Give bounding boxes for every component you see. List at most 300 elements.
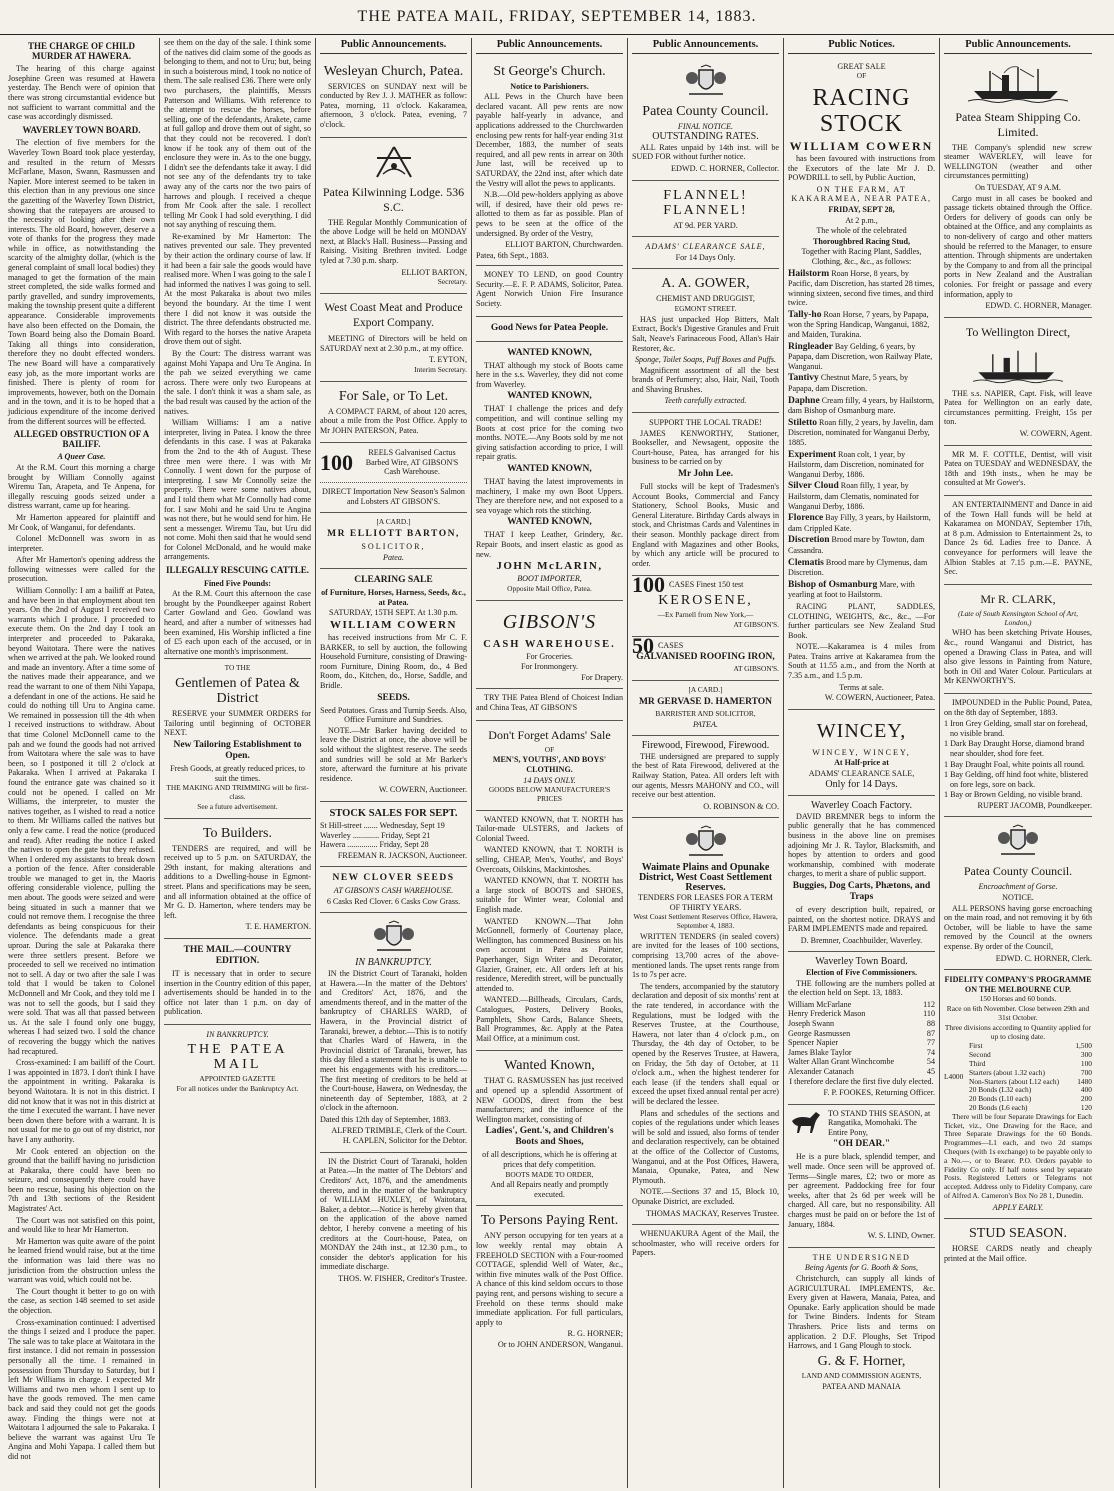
article-text: The hearing of this charge against Josephine Green was resumed at Hawera yesterday. The Bench were of opinion that there was strong circumstantial evidence but not sufficient to warrant committal and the case was accordingly dismissed. — [8, 64, 155, 122]
ad-text: THE following are the numbers polled at the election held on Sept. 13, 1883. — [788, 978, 935, 998]
horse-description: Chestnut Mare, 5 years, by Papapa, dam Discretion. — [788, 373, 909, 394]
ad-text: MEETING of Directors will be held on SATURDAY next at 2.30 p.m., at my office. — [320, 333, 467, 353]
ad-gower-chemist — [632, 269, 779, 413]
ad-text: WANTED.—Billheads, Circulars, Cards, Catalogues, Posters, Delivery Books, Pamphlets, Show Cards, Balance Sheets, Ball Programmes, &c. Apply at the Patea Mail Office, at a minimum cost. — [476, 995, 623, 1043]
horse-description: Brood mare by Towton, dam Cassandra. — [788, 535, 925, 555]
ad-text: Race on 6th November. Close between 29th and 31st October. — [946, 1004, 1090, 1022]
ad-number: 100 — [320, 449, 353, 475]
ad-subtitle: Buggies, Dog Carts, Phætons, and Traps — [792, 880, 931, 902]
prize-value: 120 — [1080, 1102, 1092, 1112]
ad-text: NOTE.—Sections 37 and 15, Block 10, Opunake District, are excluded. — [632, 1187, 779, 1206]
list-item: 1 Bay or Brown Gelding, no visible brand. — [944, 790, 1083, 800]
ad-subtitle: Being Agents for G. Booth & Sons, — [804, 1263, 919, 1273]
prize-value: 1,500 — [1075, 1041, 1092, 1051]
horse-name: Clematis — [788, 557, 824, 568]
ad-steam-shipping — [944, 57, 1092, 318]
ad-text: of every description built, repaired, or painted, on the shortest notice. DRAYS and FARM IMPLEMENTS made and repaired. — [788, 904, 935, 934]
ad-text: OF — [856, 71, 867, 81]
horse-description: Mare, with yearling at foot to Hailstorm. — [788, 579, 915, 600]
prize-name: 20 Bonds (L10 each) — [969, 1094, 1032, 1104]
list-item — [788, 373, 935, 393]
ad-text: EGMONT STREET. — [674, 303, 737, 313]
ad-signature: ELLIOT BARTON, Churchwarden. — [505, 240, 623, 250]
ad-text: has been favoured with instructions from the Executors of the late Mr J. D. POWDRILL to sell, by Public Auction, — [788, 153, 935, 183]
ad-signature: D. Bremner, Coachbuilder, Waverley. — [800, 935, 923, 945]
ad-text: THE Regular Monthly Communication of the above Lodge will be held on MONDAY next, at Black's Hall. Business—Passing and Raising. Visiting Brethren invited. Lodge tyled at 7.30 p.m. sharp. — [320, 217, 467, 265]
ad-text: AT GIBSON'S. — [733, 619, 779, 629]
ad-title: WANTED KNOWN, — [507, 391, 592, 402]
ad-hamerton-card — [632, 681, 779, 736]
list-item: 1 Bay Gelding, off hind foot white, blistered on fore legs, sore on back. — [944, 770, 1088, 789]
prize-value: 700 — [1080, 1067, 1092, 1077]
ad-title: Gentlemen of Patea & District — [175, 676, 300, 707]
ad-text: WRITTEN TENDERS (in sealed covers) are invited for the leases of 100 sections, comprising 13,700 acres of the above-mentioned lands. The upset rents range from 1s to 7s per acre. — [632, 931, 779, 980]
ad-text: 6 Casks Red Clover. 6 Casks Cow Grass. — [326, 896, 461, 906]
ad-text: of all descriptions, which he is offering at prices that defy competition. — [482, 1150, 617, 1169]
table-row — [788, 1019, 935, 1029]
ad-text: WANTED KNOWN, that T. NORTH has Tailor-made ULSTERS, and Jackets of Colonial Tweed. — [476, 814, 623, 843]
prize-value: 300 — [1080, 1050, 1092, 1060]
ad-st-georges — [476, 57, 623, 267]
ad-text: ANY person occupying for ten years at a low weekly rental may obtain A FREEHOLD SECTION with a Four-roomed COTTAGE, splendid Well of Water, &c., within five minutes walk of the Post Office. A chance of this kind seldom occurs to those paying rent, and persons wishing to secure a Freehold on these terms should make immediate application. For full particulars, apply to — [476, 1231, 623, 1327]
horse-description: Bay Filly, 3 years, by Hailstorm, dam Crippled Kate. — [788, 513, 931, 533]
list-item — [788, 396, 935, 416]
ad-signature: Interim Secretary. — [414, 364, 467, 374]
ad-local-trade — [632, 413, 779, 576]
ad-text: WANTED KNOWN.—That John McGonnell, formerly of Courtenay place, Wellington, has commenced Business on his own account in Patea as Painter, Paperhanger, Sign Writer and Decorator, Glazier, Grainer, etc. All orders left at his residence, Meredith street, will be punctually attended to. — [476, 916, 623, 993]
prize-total: L4000 — [944, 1072, 964, 1082]
ad-mclarin-boots — [476, 342, 623, 601]
ad-title: "OH DEAR." — [833, 1139, 890, 1150]
column-header: Public Announcements. — [320, 38, 467, 54]
impound-list — [944, 719, 1092, 800]
ad-text: For Groceries. — [526, 651, 573, 661]
ad-title: FIDELITY COMPANY'S PROGRAMME ON THE MELBOURNE CUP. — [944, 975, 1092, 994]
steamship-icon — [944, 61, 1092, 107]
ad-subtitle: For 14 Days Only. — [675, 252, 736, 262]
ad-text: OF — [544, 744, 555, 754]
ad-title: NEW CLOVER SEEDS — [332, 873, 455, 884]
ad-text: TENDERS are required, and will be received up to 5 p.m. on SATURDAY, the 29th instant, for making alterations and additions to a Dwelling-house in Egmont-street. Plans and specifications may be seen, and all information obtained at the office of Mr G. D. Hamerton, where tenders may be left. — [164, 843, 311, 920]
ad-subtitle: FINAL NOTICE. — [677, 121, 734, 131]
ad-title: THE UNDERSIGNED — [812, 1252, 911, 1262]
ad-signature: W. COWERN, Auctioneer, Patea. — [824, 693, 935, 703]
horse-name: Tantivy — [788, 373, 819, 384]
ad-subtitle: Mr John Lee. — [678, 469, 733, 480]
steamship-icon — [944, 343, 1092, 389]
list-item — [788, 342, 935, 372]
article-text: Re-examined by Mr Hamerton: The natives prevented our sale. They prevented by their action the ordinary course of law. If it had been a fair sale the goods would have realised more. When I was going to the sale I had informed the natives I was going to sell. At the most Pakaraka is about two miles beyond the boundary. At the time I went there I did not know it was outside the district. The three defendants obstructed me. With regard to the horses the native Arapeta drove them out of sight. — [164, 231, 311, 347]
ad-text: MONEY TO LEND, on good Country Security.—E. F. P. ADAMS, Solicitor, Patea. Agent Norwich Union Fire Insurance Society. — [476, 270, 623, 309]
table-row — [788, 1067, 935, 1077]
list-item — [788, 418, 935, 448]
ad-text: JAMES KENWORTHY, Stationer, Bookseller, and Newsagent, opposite the Court-house, Patea, has arranged for his business to be carried on by — [632, 428, 779, 467]
ad-title: THE MAIL.—COUNTRY EDITION. — [183, 944, 292, 966]
column-header: Public Notices. — [788, 38, 935, 54]
ad-stud-pony — [788, 1105, 935, 1248]
table-row — [788, 1029, 935, 1039]
ad-subtitle: SEEDS. — [377, 692, 410, 703]
table-row — [788, 1048, 935, 1058]
ad-country-edition — [164, 939, 311, 1025]
ad-title: JOHN McLARIN, — [496, 560, 603, 573]
prize-value: 100 — [1080, 1058, 1092, 1068]
ad-title: STOCK SALES FOR SEPT. — [329, 807, 458, 819]
column-2 — [160, 38, 316, 1488]
list-item — [788, 269, 935, 308]
ad-title: Wesleyan Church, Patea. — [323, 63, 464, 79]
ad-title: St George's Church. — [493, 63, 606, 79]
ad-title: Patea County Council. — [963, 864, 1073, 879]
candidate-name: Joseph Swann — [788, 1018, 835, 1028]
ad-text: A COMPACT FARM, of about 120 acres, about a mile from the Post Office. Apply to Mr JOHN PATERSON, Patea. — [320, 406, 467, 435]
ad-text: ALL Rates unpaid by 14th inst. will be SUED FOR without further notice. — [632, 142, 779, 162]
ad-subtitle: WINCEY, WINCEY, — [812, 747, 911, 757]
column-1 — [4, 38, 160, 1488]
ad-subtitle: AT GIBSON'S CASH WAREHOUSE. — [333, 886, 454, 896]
ad-subtitle: Notice to Parishioners. — [510, 81, 589, 91]
ad-entertainment — [944, 496, 1092, 585]
article-text: Cross-examined: I am bailiff of the Court. I was appointed in 1873. I don't think I have the appointment in writing. Pakaraka is beyond Waitotara. It is not in this district. I did not know that it was not in this district at the time I executed the warrant. I have never been down there before with a warrant. It is not usual for me to go out of my district, nor have I any authority. — [8, 1058, 155, 1144]
column-header: Public Announcements. — [632, 38, 779, 54]
candidate-name: James Blake Taylor — [788, 1047, 852, 1057]
ad-signature: W. S. LIND, Owner. — [867, 1231, 935, 1241]
column-7 — [940, 38, 1096, 1488]
horse-name: Experiment — [788, 449, 837, 460]
prize-name: 20 Bonds (L6 each) — [969, 1102, 1028, 1112]
ad-text: WHENUAKURA Agent of the Mail, the schoolmaster, who will receive orders for Papers. — [632, 1229, 779, 1258]
ad-barbed-wire — [320, 443, 467, 513]
list-item — [788, 580, 935, 600]
ad-signature: T. EYTON, — [428, 355, 467, 365]
ad-text: ALL Pews in the Church have been declared vacant. All pew rents are now payable half-yearly in advance, and applications addressed to the Churchwarden enclosing pew rents for half-year ending 31st December, 1883, the number of seats required, and all pew rents in arrear on 30th June last, will be received up to SATURDAY, the 22nd inst, after which date the Vestry will allot the pews to applicants. — [476, 92, 623, 188]
ad-text: And all Repairs neatly and promptly executed. — [490, 1180, 609, 1199]
list-item — [788, 481, 935, 511]
ad-text: [A CARD.] — [688, 684, 723, 694]
ad-date: FRIDAY, SEPT 28, — [828, 204, 895, 214]
ad-signature: O. ROBINSON & CO. — [703, 801, 779, 811]
ad-signature: THOMAS MACKAY, Reserves Trustee. — [645, 1208, 779, 1218]
ad-signature: FREEMAN R. JACKSON, Auctioneer. — [337, 850, 467, 860]
ad-coach-factory — [788, 796, 935, 952]
ad-text: See a future advertisement. — [197, 801, 278, 811]
ad-text: THE s.s. NAPIER, Capt. Fisk, will leave Patea for Wellington on an early date, circumstances permitting. Freight, 15s per ton. — [944, 388, 1092, 427]
ad-text: RACING PLANT, SADDLES, CLOTHING, WEIGHTS, &c., &c., —For further particulars see New Zealand Stud Book. — [788, 601, 935, 640]
ad-text: BOOTS MADE TO ORDER, — [505, 1169, 594, 1179]
vote-count: 88 — [926, 1018, 935, 1028]
ad-gorse — [944, 817, 1092, 970]
vote-count: 77 — [926, 1038, 935, 1048]
royal-coat-of-arms-icon — [632, 822, 779, 862]
horse-name: Daphne — [788, 395, 820, 406]
ad-title: Patea Steam Shipping Co. Limited. — [955, 109, 1081, 139]
ad-text: Fresh Goods, at greatly reduced prices, to suit the times. — [170, 763, 305, 783]
ad-title: FLANNEL! FLANNEL! — [663, 187, 748, 218]
ad-text: Opposite Mail Office, Patea. — [507, 583, 592, 593]
horse-description: Roan Horse, 7 years, by Papapa, won the Spring Handicap, Wanganui, 1882, and Maiden, Turakina. — [788, 309, 930, 340]
ad-text: ON THE FARM, AT KAKARAMEA, NEAR PATEA, — [791, 184, 932, 204]
ad-text: TO STAND THIS SEASON, at Rangatika, Momohaki. The Entire Pony, — [828, 1108, 931, 1137]
ad-title: Waverley Coach Factory. — [810, 800, 912, 812]
ad-title: MR ELLIOTT BARTON, — [327, 529, 460, 540]
article-text: Colonel McDonnell was sworn in as interpreter. — [8, 534, 155, 553]
ad-patea-blend — [476, 689, 623, 720]
ad-title: Mr R. CLARK, — [980, 591, 1056, 606]
ad-adams-clothing — [476, 721, 623, 811]
ad-clearing-sale — [320, 569, 467, 802]
ad-title: Don't Forget Adams' Sale — [488, 727, 611, 742]
ad-title: To Builders. — [202, 825, 272, 841]
ad-signature: R. G. HORNER; — [567, 1329, 623, 1339]
ad-title: SUPPORT THE LOCAL TRADE! — [649, 418, 762, 428]
ad-text: IN the District Court of Taranaki, holden at Hawera.—In the matter of the Debtors' and Creditors' Act, 1876, and the amendments thereof, and in the matter of the bankruptcy of CHARLES WARD, of Hawera, in the Provincial district of Taranaki, brewer, a debtor.—This is to notify that Charles Ward of Hawera, in the Provincial district of Taranaki, brewer, has this day filed a statement that he is unable to meet his engagements with his creditors.—The first meeting of creditors to be held at the Court-house, Hawera, on Wednesday, the nineteenth day of September, 1883, at 2 o'clock in the afternoon. — [320, 969, 467, 1113]
horse-name: Silver Cloud — [788, 481, 839, 492]
column-3 — [316, 38, 472, 1488]
table-row — [788, 1000, 935, 1010]
ad-text: N.B.—Old pew-holders applying as above will, if desired, have their old pews re-allotted to them as far as possible. Plan of pews to be seen at the office of the undersigned. By order of the Vestry, — [476, 190, 623, 238]
ad-tailoring — [164, 658, 311, 818]
article-text: At the R.M. Court this morning a charge brought by William Connolly against Wiremu Tan, Arapeta, and Te Anpena, for illegally rescuing goods seized under a distress warrant, came up for hearing. — [8, 462, 155, 511]
royal-coat-of-arms-icon — [944, 821, 1092, 861]
headline-bailiff: ALLEGED OBSTRUCTION OF A BAILIFF. — [13, 429, 150, 449]
ad-text: Terms at sale. — [839, 682, 884, 692]
ad-title: Wanted Known, — [504, 1058, 595, 1074]
ad-date: At 2 p.m., — [845, 215, 878, 225]
ad-text: AT GIBSON'S. — [733, 664, 779, 674]
ad-text: Sponge, Toilet Soaps, Puff Boxes and Puffs. — [634, 355, 777, 365]
ad-title: GIBSON'S — [502, 610, 597, 633]
horse-description: Brood mare by Clymenus, dam Discretion. — [788, 557, 928, 578]
column-header: Public Announcements. — [944, 38, 1092, 54]
ad-wincey — [788, 710, 935, 796]
ad-text: AN ENTERTAINMENT and Dance in aid of the Town Hall funds will be held at Kakaramea on MONDAY, September 17th, at 8 p.m. Admission to Entertainment 2s, to Dance 2s 6d. Ladies free to Dance. A conveyance for performers will leave the Albion Stables at 7.15 p.m.—E. PAYNE, Sec. — [944, 500, 1092, 577]
ad-county-council-rates — [632, 57, 779, 181]
masonic-emblem-icon — [320, 142, 467, 182]
article-text: Mr Cook entered an objection on the ground that the bailiff having no jurisdiction at Pakaraka, there could have been no seizure, and consequently there could have been no rescue, basing his objection on the 7th and 13th sections of the Resident Magistrates' Act. — [8, 1146, 155, 1214]
ad-title: THE PATEA MAIL — [187, 1042, 288, 1073]
prize-name: Third — [969, 1058, 986, 1068]
ad-text: SERVICES on SUNDAY next will be conducted by Rev J. J. MATHER as follow: Patea, morning, 11 o'clock. Kakaramea, afternoon, 3 o'clock. Patea, evening, 7 o'clock. — [320, 81, 467, 129]
ad-signature: H. CAPLEN, Solicitor for the Debtor. — [342, 1136, 467, 1146]
ad-number: 100 — [632, 572, 665, 598]
ad-signature: THOS. W. FISHER, Creditor's Trustee. — [338, 1273, 467, 1283]
candidate-name: Spencer Napier — [788, 1038, 839, 1048]
article-text: At the R.M. Court this afternoon the case brought by the Poundkeeper against Robert Carter Gowland and Geo. Gowland was heard, and after a number of witnesses had been examined, His Worship inflicted a fine of £5 each upon each of the accused, or in alternative one month's imprisonment. — [164, 589, 311, 656]
ad-subtitle: AT 9d. PER YARD. — [673, 220, 738, 230]
list-item — [788, 513, 935, 533]
horse-name: Hailstorm — [788, 268, 830, 279]
column-header: Public Announcements. — [476, 38, 623, 54]
ad-text: Teeth carefully extracted. — [664, 396, 747, 406]
ad-signature: F. P. FOOKES, Returning Officer. — [823, 1088, 935, 1098]
ad-text: NOTE.—Mr Barker having decided to leave the District at once, the above will be sold without the slightest reserve. The seeds and sundries will be sold at Mr Barker's store, afterward the furniture at his private residence. — [320, 725, 467, 783]
ad-text: THAT I challenge the prices and defy competition, and will continue selling my Boots at cost price for the coming two months. NOTE.—Any Boots sold by me not giving satisfaction according to price, I will repair gratis. — [476, 404, 623, 462]
prize-value: 200 — [1080, 1094, 1092, 1104]
vote-count: 45 — [926, 1066, 935, 1076]
ad-title: RACING STOCK — [812, 84, 911, 137]
ad-text: Christchurch, can supply all kinds of AGRICULTURAL IMPLEMENTS, &c. Every given at Hawera, Manaia, Patea, and Opunake. Early application should be made for Twine Binders. Indents for Steam Thrashers. Price lists and terms on application. 2 D.F. Ploughs, Set Tripod Harrows, and 1 Gang Plough to stock. — [788, 1273, 935, 1351]
sale-row: Hawera ............... Friday, Sept 28 — [320, 840, 429, 850]
prize-name: Starters (about 1.32 each) — [969, 1067, 1045, 1077]
list-item — [788, 450, 935, 480]
article-text: William Connolly: I am a bailiff at Patea, and have been in that employment about ten years. On the 2nd of August I received two warrants which I produce. I proceeded to execute them. On the 2nd day I took an interpreter and proceeded to Pakaraka, beyond Waitotara. There were the natives when we arrived at the pah. We looked round and made an inventory. After a time some of the natives made their appearance, and we read the warrant to one of them Nihi Yapapa, a defendant in one of the actions. He said he could do nothing till Uru to Angina came. We remained in possession till the 4th when I received instructions to withdraw. About that time Colonel McDonnell came to the pah and we found the goods had not arrived from Waitotara where the sale was to have been, so I postponed it till 2 o'clock at Pakaraka. When I arrived at Pakaraka I found the entrance gate was chained so it could not be opened. I called on Mr Williams, the interpreter, to muster the natives together, as I wished to read a notice to them. Mr Williams called the natives but only a few came. I read the notice (produced and read). After reading the notice I asked the natives to open the gate but they refused. When I ordered my assistants to break down a portion of the fence. After considerable trouble we managed to get in, the Maoris offering considerable violence, pulling the men about. The goods were seized and were being situated in such a manner that we could not remove them. I recognise the three defendants as being conspicuous for their violence. The defendants made a great uproar. During the sale at Pakaraka there were three settlers present. Before we proceeded to sell we received no intimation not to sell. A day or two after the sale I was told that I would be taken to Colonel McDonnell and Mr Cook, and they told me I was not to sell the goods, but I said they were sold. That was all that passed between us. At the sale I found only one buggy, whereas I had seized two. I sold the chance of recovering the buggy which the natives had recaptured. — [8, 586, 155, 1056]
ad-signature: EDWD. C. HORNER, Collector. — [670, 163, 779, 173]
ad-text: RESERVE your SUMMER ORDERS for Tailoring until beginning of OCTOBER NEXT. — [164, 709, 311, 738]
ad-title: West Coast Meat and Produce Export Company. — [324, 301, 463, 329]
horse-illustration-icon — [788, 1109, 824, 1138]
ad-text: APPLY EARLY. — [992, 1202, 1044, 1212]
ad-adams-clearance — [632, 237, 779, 269]
candidate-name: George Rasmussen — [788, 1028, 851, 1038]
ad-signature: W. COWERN, Agent. — [1019, 429, 1092, 439]
vote-count: 74 — [926, 1047, 935, 1057]
ad-subtitle: OUTSTANDING RATES. — [652, 131, 759, 143]
table-row — [969, 1051, 1092, 1060]
ad-title: IN BANKRUPTCY. — [355, 957, 432, 969]
royal-coat-of-arms-icon — [632, 61, 779, 101]
ad-text: THE Company's splendid new screw steamer WAVERLEY, will leave for WELLINGTON (weather and other circumstances permitting) — [944, 142, 1092, 181]
ad-text: 14 DAYS ONLY. — [523, 775, 576, 785]
ad-subtitle: Election of Five Commissioners. — [805, 967, 918, 977]
horse-description: Roan colt, 1 year, by Hailstorm, dam Discretion, nominated for Wanganui Derby, 1886. — [788, 449, 924, 479]
ad-text: PATEA AND MANAIA — [822, 1381, 901, 1391]
article-text: The Court thought it better to go on with the case, as section 148 seemed to set aside the objection. — [8, 1286, 155, 1315]
ad-date: SATURDAY, 15TH SEPT. At 1.30 p.m. — [329, 608, 458, 618]
ad-subtitle: Encroachment of Gorse. — [978, 882, 1058, 892]
ad-barton-card — [320, 513, 467, 569]
ad-title: Waimate Plains and Opunake District, West Coast Settlement Reserves. — [638, 862, 773, 893]
ad-title: Firewood, Firewood, Firewood. — [641, 740, 770, 752]
article-text: The election of five members for the Waverley Town Board took place yesterday, and resulted in the return of Messrs McFarlane, Mason, Swann, Rasmussen and Napier. More interest seemed to be taken in this election than in any previous one since the gazetting of the Waverley Town District, showing that the ratepayers are aroused to the necessity of looking after their own interests. The old Board, however, deserve a vote of thanks for the progress they made while in office, as notwithstanding the scarcity of the almighty dollar, (which is the general complaint of small local bodies) they managed to get the formation of the main street completed, the side walks formed and partly gravelled, and sundry improvements, making the township present quite a different appearance. Considerable improvements have also been effected on the Domain, the Town Board being also the Domain Board. Taking all things into consideration, therefore they no doubt effected wonders. The new Board will have a comparatively easy job, as the more important works are finished. There is plenty of room for improvements, however, both on the Domain and in the town, and it is to be hoped that a judicious expenditure of the income derived from the different sources will be effected. — [8, 138, 155, 426]
prize-name: Non-Starters (about L12 each) — [969, 1076, 1060, 1086]
ad-flannel — [632, 181, 779, 238]
ad-farm-sale — [320, 382, 467, 444]
article-text: William Williams: I am a native interpreter, living in Patea. I know the three defendants in this case. I was at Pakaraka from the 2nd to the 4th of August. These three men were there. I was with Mr Connolly. I went down for the purpose of interpreting. I saw Mr Connolly seize the property. There were some natives about, and I told them what Mr Connolly had come for. I saw Mohi and he said Uru te Angina was not there, but he would send for him. He sent a messenger. Wiremu Tau, but Uru did not come. Mohi then said that he would send for Colonel McDonald, and he would make arrangements. — [164, 418, 311, 562]
ad-subtitle: 150 Horses and 60 bonds. — [979, 994, 1057, 1004]
ad-text: THAT G. RASMUSSEN has just received and opened up a splendid Assortment of NEW GOODS, direct from the best manufacturers; and the influence of the Wellington market, consisting of — [476, 1076, 623, 1124]
article-text: The Court was not satisfied on this point, and would like to hear Mr Hamerton. — [8, 1215, 155, 1235]
ad-title: CLEARING SALE — [354, 575, 433, 586]
ad-text: Together with Racing Plant, Saddles, Clothing, &c., &c., as follows: — [801, 247, 922, 266]
article-text: Mr Hamerton was quite aware of the point he learned friend would raise, but at the time the information was laid there was no jurisdiction from the obstruction unless the warrant was void, which could not be. — [8, 1236, 155, 1285]
ad-good-news — [476, 317, 623, 342]
ad-text: HAS just unpacked Hop Bitters, Malt Extract, Bock's Digestive Granules and Fruit Salt, Neave's Farinaceous Food, Allan's Hair Restorer, &c. — [632, 314, 779, 353]
ad-number: 50 — [632, 632, 654, 658]
article-text: Mr Hamerton appeared for plaintiff and Mr Cook, of Wanganui, for defendants. — [8, 512, 155, 532]
ad-text: Patea. — [383, 552, 404, 562]
ad-gibsons-warehouse — [476, 601, 623, 690]
ad-kerosene — [632, 572, 779, 636]
horse-name: Discretion — [788, 535, 830, 546]
prize-value: 1480 — [1077, 1076, 1092, 1086]
ad-rasmussen — [476, 1051, 623, 1206]
ad-text: NOTE.—Kakaramea is 4 miles from Patea. Trains arrive at Kakaramea from the South at 11.55 a.m., and from the North at 7.35 a.m., and 1.5 p.m. — [788, 642, 935, 681]
ad-text: REELS Galvanised Cactus Barbed Wire, AT GIBSON'S Cash Warehouse. — [365, 448, 459, 477]
ad-text: THAT although my stock of Boots came here in the s.s. Waverley, they did not come from Waverley. — [476, 360, 623, 389]
sale-row: Waverley ............. Friday, Sept 21 — [320, 830, 431, 840]
headline-child-murder: THE CHARGE OF CHILD MURDER AT HAWERA. — [28, 41, 135, 61]
ad-title: GALVANISED ROOFING IRON, — [636, 652, 775, 663]
headline-rescuing-cattle: ILLEGALLY RESCUING CATTLE. — [166, 565, 309, 576]
ad-text: WHO has been sketching Private Houses, &c., round Wanganui and District, has opened a Drawing Class in Patea, and will also give lessons in Painting from Nature, both in Oil and Water Colour. Particulars at Mr KENWORTHY'S. — [944, 628, 1092, 686]
candidate-name: Henry Frederick Mason — [788, 1009, 866, 1019]
ad-bankruptcy-gazette — [164, 1025, 311, 1100]
ad-text: The whole of the celebrated — [816, 226, 907, 236]
ad-date: Dated this 12th day of September, 1883. — [320, 1114, 451, 1124]
ad-text: DIRECT Importation New Season's Salmon and Lobsters AT GIBSON'S. — [322, 487, 465, 506]
ad-text: West Coast Settlement Reserves Office, Hawera, September 4, 1883. — [633, 912, 778, 931]
ad-text: For Drapery. — [581, 672, 623, 682]
ad-signature: Or to JOHN ANDERSON, Wanganui. — [497, 1340, 623, 1350]
ad-clover-seeds — [320, 867, 467, 913]
ad-title: G. & F. Horner, — [817, 1353, 906, 1369]
ad-date: Patea, 6th Sept., 1883. — [476, 250, 549, 260]
ad-text: Magnificent assortment of all the best brands of Perfumery; also, Hair, Nail, Tooth and Shaving Brushes. — [632, 365, 779, 394]
ad-title: Good News for Patea People. — [490, 322, 609, 333]
ad-title: A. A. GOWER, — [661, 276, 750, 292]
horse-description: Roan filly, 1 year, by Hailstorm, dam Clematis, nominated for Wanganui Derby, 1886. — [788, 481, 919, 511]
ad-text: MEN'S, YOUTHS', AND BOYS' CLOTHING. — [492, 755, 607, 774]
masthead: THE PATEA MAIL, FRIDAY, SEPTEMBER 14, 1883. — [0, 0, 1114, 35]
ad-subtitle: TENDERS FOR LEASES FOR A TERM OF THIRTY YEARS. — [638, 893, 773, 912]
ad-title: To Persons Paying Rent. — [480, 1213, 619, 1229]
ad-signature: EDWD. C. HORNER, Clerk. — [995, 953, 1092, 963]
horse-description: Bay Gelding, 6 years, by Papapa, dam Discretion, won Railway Plate, Wanganui. — [788, 341, 933, 371]
ad-title: WANTED KNOWN, — [507, 347, 592, 358]
ad-date: On TUESDAY, AT 9 A.M. — [975, 182, 1061, 192]
candidate-name: Walter Allan Grant Winchcombe — [788, 1057, 895, 1067]
subheadline: A Queer Case. — [57, 452, 106, 462]
candidate-name: Alexander Catanach — [788, 1066, 854, 1076]
ad-text: TRY THE Patea Blend of Choicest Indian and China Teas, AT GIBSON'S — [476, 693, 623, 712]
ad-text: ALL PERSONS having gorse encroaching on the main road, and not removing it by 6th October, will be liable to have the same removed by the Council at the owners expense. By order of the Council, — [944, 903, 1092, 952]
horse-description: Roan filly, 2 years, by Javelin, dam Discretion, nominated for Wanganui Derby, 1885. — [788, 417, 934, 448]
candidate-name: William McFarlane — [788, 999, 852, 1009]
ad-title: STUD SEASON. — [968, 1226, 1067, 1242]
ad-text: ADAMS' CLEARANCE SALE, — [808, 769, 915, 779]
ad-stud-season — [944, 1219, 1092, 1270]
ad-text: Full stocks will be kept of Tradesmen's Account Books, Commercial and Fancy Stationery, School Books, Music and General Literature. Birthday Cards always in stock, and Christmas Cards and Valentines in their season. Monthly package direct from England with Magazines and other Books, by which any article will be procured to order. — [632, 482, 779, 568]
vote-count: 87 — [926, 1028, 935, 1038]
ad-bankruptcy-huxley — [320, 1153, 467, 1290]
ad-title: WINCEY, — [816, 719, 907, 742]
article-text: see them on the day of the sale. I think some of the natives did claim some of the goods as belonging to them, and not to Uru; but, being in such a boisterous mind, I took no notice of them. The sale realised £36. There were only two purchasers, the plaintiffs, Messrs Patterson and Williams. With reference to the attempt to rescue the horses, before selling, one of the defendants, Arakete, came at full gallop and drove them out of sight, so that they could not be recovered. I don't know if he took any of them out of the enclosure they were in. As to the one buggy, I didn't see the defendants take it away. I did not see any of the defendants try to take away any of the carts nor the two pairs of harrows and plough. I received a cheque from Mr Cook after the sale. I recollect telling Mr Cook I had sold everything. I did not say anything of rescuing them. — [164, 38, 311, 230]
horse-name: Stiletto — [788, 417, 818, 428]
ad-signature: RUPERT JACOMB, Poundkeeper. — [977, 800, 1092, 810]
subheadline: Fined Five Pounds: — [203, 578, 271, 588]
auctioneer-name: WILLIAM COWERN — [789, 138, 934, 153]
ad-text: GREAT SALE — [837, 61, 886, 71]
ad-meat-export — [320, 294, 467, 382]
ad-text: There will be four Separate Drawings for Each Ticket, viz., One Drawing for the Race, and Three Separate Drawings for the 60 Bonds. Programmes—L1 each, and two 2d stamps Cheques (with 1s exchange) to be payable only to a No.—, or to Bearer. P.O. Orders payable to Fidelity Co only. If half notes send by separate Posts. Registered Letters or Telegrams not accepted. Address only to Fidelity Company, care of Alfred A. Cameron's Box No 28 1, Dunedin. — [944, 1111, 1092, 1200]
column-5 — [628, 38, 784, 1488]
list-item — [788, 310, 935, 340]
ad-subtitle: Ladies', Gent.'s, and Children's Boots and Shoes, — [485, 1126, 614, 1148]
ad-election-results — [788, 952, 935, 1104]
auctioneer-name: WILLIAM COWERN — [329, 619, 458, 632]
ad-subtitle: CHEMIST AND DRUGGIST, — [656, 294, 755, 304]
ad-dentist — [944, 446, 1092, 496]
ad-title: WANTED KNOWN, — [507, 517, 592, 528]
ad-signature: Secretary. — [437, 277, 467, 287]
table-row — [788, 1009, 935, 1019]
ad-text: has received instructions from Mr C. F. BARKER, to sell by auction, the following Household Furniture, consisting of Drawing-room Furniture, Dining Room, do., 4 Bed Room, do., Kitchen, do., Horse, Saddle, and Bridle. — [320, 633, 467, 690]
ad-stock-sales — [320, 802, 467, 867]
ad-subtitle: (Late of South Kensington School of Art, London,) — [958, 608, 1078, 627]
ad-text: IT is necessary that in order to secure insertion in the Country edition of this paper, advertisements should be handed in to the office not later than 1 p.m. on day of publication. — [164, 968, 311, 1017]
ad-subtitle: CASH WAREHOUSE. — [483, 638, 616, 650]
ad-text: Cargo must in all cases be booked and passage tickets obtained through the Office. Orders for delivery of goods can only be obtained at the Office, and any complaints as to non-delivery of cargo and other matters should be referred to the Manager, to ensure attention. Through shipments are undertaken by the Company to and from all the principal ports in New Zealand and the Australian colonies. For freight or passage and every information, apply to — [944, 193, 1092, 299]
